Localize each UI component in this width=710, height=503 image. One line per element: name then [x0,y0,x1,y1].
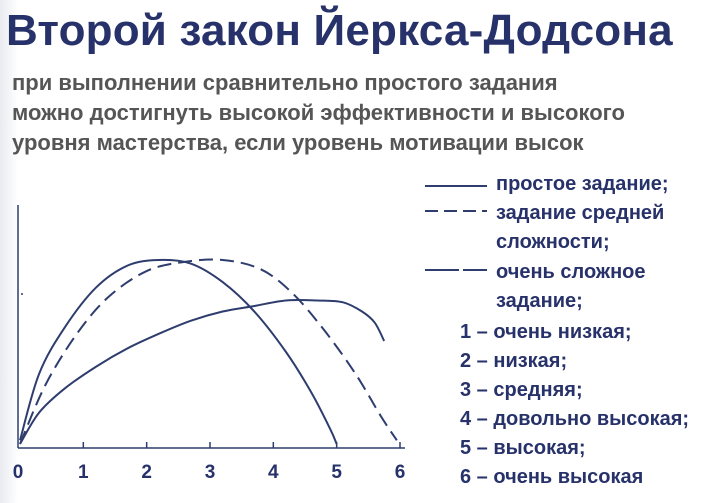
axis-dot [21,293,23,295]
level-item: 3 – средняя; [460,379,583,401]
x-tick-label: 3 [204,462,216,483]
legend-label-medium: задание средней [496,202,665,224]
level-item: 6 – очень высокая [460,466,644,488]
page-title: Второй закон Йеркса-Додсона [6,6,673,55]
motivation-levels-list [460,318,689,492]
x-tick-label: 0 [12,462,24,483]
subtitle-line: уровня мастерства, если уровень мотивации высок [12,130,584,155]
curve-1 [20,260,337,444]
legend-sample-dashed [425,207,489,215]
level-item: 4 – довольно высокая; [460,408,690,430]
x-tick-label: 4 [268,462,279,483]
x-tick-label: 2 [141,462,152,483]
level-item: 2 – низкая; [460,350,568,372]
subtitle [12,68,702,158]
level-item: 5 – высокая; [460,437,586,459]
curve-3 [20,300,384,444]
yerkes-dodson-chart [0,190,430,490]
legend-sample-mixed [425,266,489,274]
legend-label-hard: очень сложное [496,261,646,283]
curve-2 [20,260,397,444]
subtitle-line: при выполнении сравнительно простого задания [12,70,558,95]
legend-label-medium-cont: сложности; [496,231,610,253]
legend-sample-solid [425,182,489,190]
legend-label-hard-cont: задание; [496,290,583,312]
level-item: 1 – очень низкая; [460,321,632,343]
subtitle-line: можно достигнуть высокой эффективности и высокого [12,100,625,125]
x-tick-label: 1 [78,462,89,483]
x-tick-label: 5 [331,462,342,483]
x-tick-label: 6 [394,462,406,483]
legend-label-simple: простое задание; [496,173,669,195]
